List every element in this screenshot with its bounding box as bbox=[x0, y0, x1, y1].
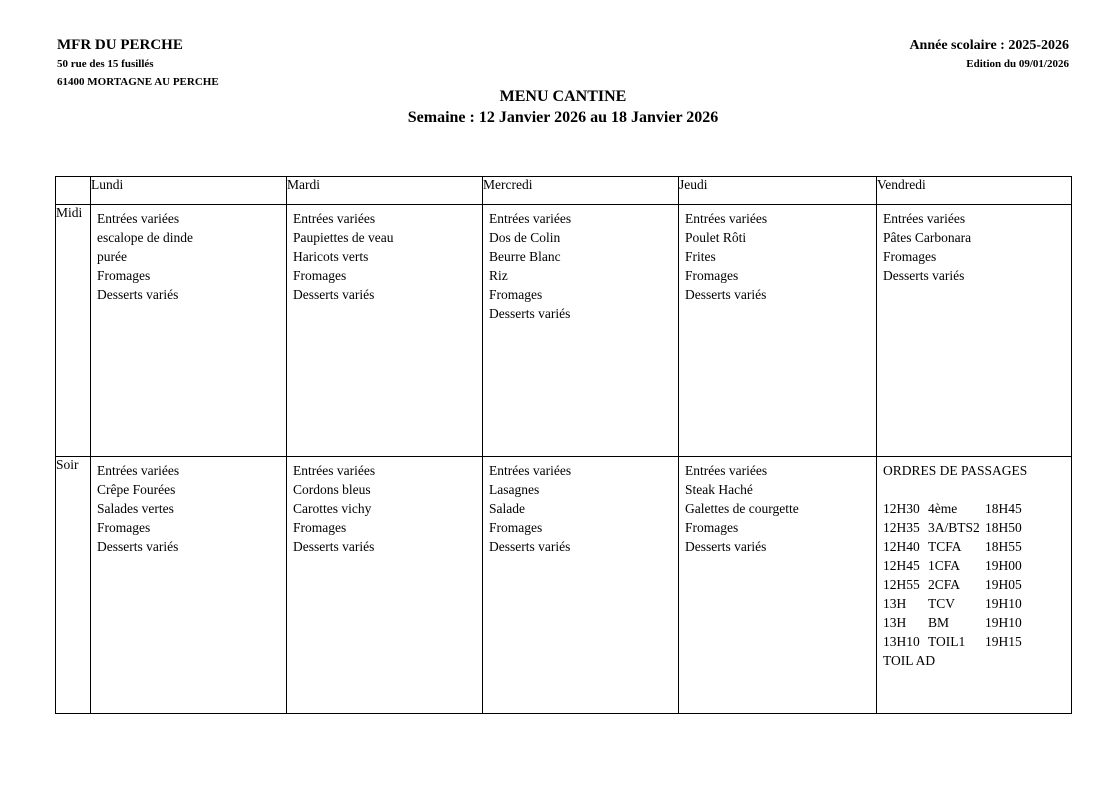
menu-item-line: Entrées variées bbox=[97, 463, 180, 478]
menu-item-line: Entrées variées bbox=[489, 463, 572, 478]
menu-table bbox=[55, 176, 1072, 714]
menu-item-line: Dos de Colin bbox=[489, 230, 561, 245]
corner-cell bbox=[56, 177, 91, 205]
menu-item-line: Entrées variées bbox=[883, 211, 966, 226]
menu-item-line: Desserts variés bbox=[685, 287, 767, 302]
schedule-row bbox=[883, 632, 1067, 651]
schedule-cell: 18H55 bbox=[985, 539, 1022, 554]
menu-item-line: Desserts variés bbox=[97, 539, 179, 554]
schedule-cell: 19H00 bbox=[985, 558, 1022, 573]
menu-item-line: Steak Haché bbox=[685, 482, 753, 497]
day-header-jeudi: Jeudi bbox=[679, 177, 877, 205]
menu-item-line: Fromages bbox=[489, 287, 543, 302]
menu-item-line: Desserts variés bbox=[293, 287, 375, 302]
menu-item-line: Fromages bbox=[489, 520, 543, 535]
schedule-row bbox=[883, 575, 1067, 594]
schedule-cell: 3A/BTS2 bbox=[928, 520, 980, 535]
menu-item-line: Haricots verts bbox=[293, 249, 369, 264]
menu-item-line: Fromages bbox=[97, 520, 151, 535]
menu-cell-soir-vendredi-passages bbox=[877, 457, 1072, 714]
menu-cell-midi-mardi bbox=[287, 205, 483, 457]
schedule-row bbox=[883, 594, 1067, 613]
schedule-cell: 19H10 bbox=[985, 596, 1022, 611]
schedule-cell: 12H45 bbox=[883, 558, 920, 573]
menu-cell-midi-mercredi bbox=[483, 205, 679, 457]
menu-item-line: Fromages bbox=[293, 268, 347, 283]
menu-item-line: Galettes de courgette bbox=[685, 501, 799, 516]
menu-item-line: Desserts variés bbox=[489, 306, 571, 321]
menu-item-line: Desserts variés bbox=[293, 539, 375, 554]
row-label-soir: Soir bbox=[56, 457, 91, 714]
menu-cell-midi-lundi bbox=[91, 205, 287, 457]
schedule-cell: 19H05 bbox=[985, 577, 1022, 592]
menu-item-line: Paupiettes de veau bbox=[293, 230, 394, 245]
schedule-row bbox=[883, 537, 1067, 556]
menu-item-line: Riz bbox=[489, 268, 508, 283]
schedule-cell: 19H15 bbox=[985, 634, 1022, 649]
menu-item-line: Entrées variées bbox=[293, 211, 376, 226]
menu-cell-soir-lundi bbox=[91, 457, 287, 714]
schedule-row bbox=[883, 613, 1067, 632]
schedule-cell: 12H40 bbox=[883, 539, 920, 554]
menu-item-line: Carottes vichy bbox=[293, 501, 372, 516]
table-row-midi bbox=[56, 205, 1072, 457]
menu-item-line: Entrées variées bbox=[489, 211, 572, 226]
schedule-cell: 12H35 bbox=[883, 520, 920, 535]
table-header-row bbox=[56, 177, 1072, 205]
schedule-cell: 13H bbox=[883, 596, 907, 611]
schedule-cell: TCFA bbox=[928, 539, 962, 554]
schedule-cell: 18H50 bbox=[985, 520, 1022, 535]
menu-item-line: purée bbox=[97, 249, 127, 264]
menu-item-line: Entrées variées bbox=[293, 463, 376, 478]
schedule-row bbox=[883, 499, 1067, 518]
menu-item-line: Fromages bbox=[883, 249, 937, 264]
schedule-cell: TOIL1 bbox=[928, 634, 966, 649]
schedule-row bbox=[883, 556, 1067, 575]
organisation-block bbox=[57, 35, 219, 91]
schedule-cell: 4ème bbox=[928, 501, 958, 516]
menu-item-line: Entrées variées bbox=[685, 211, 768, 226]
schedule-cell: 12H55 bbox=[883, 577, 920, 592]
menu-item-line: Entrées variées bbox=[685, 463, 768, 478]
menu-item-line: Desserts variés bbox=[685, 539, 767, 554]
organisation-address-line1: 50 rue des 15 fusillés bbox=[57, 58, 154, 70]
menu-item-line: Crêpe Fourées bbox=[97, 482, 176, 497]
day-header-mercredi: Mercredi bbox=[483, 177, 679, 205]
row-label-midi: Midi bbox=[56, 205, 91, 457]
menu-item-line: Fromages bbox=[97, 268, 151, 283]
menu-item-line: Desserts variés bbox=[883, 268, 965, 283]
schedule-cell: 13H bbox=[883, 615, 907, 630]
organisation-name: MFR DU PERCHE bbox=[57, 37, 183, 53]
passage-schedule-rows bbox=[883, 499, 1067, 651]
menu-item-line: Salades vertes bbox=[97, 501, 174, 516]
menu-item-line: Fromages bbox=[685, 520, 739, 535]
menu-cell-midi-jeudi bbox=[679, 205, 877, 457]
edition-date-label: Edition du 09/01/2026 bbox=[966, 58, 1069, 70]
menu-item-line: Salade bbox=[489, 501, 525, 516]
schedule-cell: 19H10 bbox=[985, 615, 1022, 630]
menu-cell-soir-mercredi bbox=[483, 457, 679, 714]
school-year-label: Année scolaire : 2025-2026 bbox=[909, 38, 1069, 53]
schedule-cell: BM bbox=[928, 615, 950, 630]
menu-item-line: Frites bbox=[685, 249, 716, 264]
page-title: MENU CANTINE bbox=[499, 88, 627, 105]
page-subtitle: Semaine : 12 Janvier 2026 au 18 Janvier 2026 bbox=[407, 109, 719, 126]
title-block bbox=[55, 87, 1071, 128]
menu-item-line: Fromages bbox=[685, 268, 739, 283]
schedule-row bbox=[883, 518, 1067, 537]
menu-item-line: Pâtes Carbonara bbox=[883, 230, 972, 245]
table-row-soir bbox=[56, 457, 1072, 714]
schedule-cell: 18H45 bbox=[985, 501, 1022, 516]
day-header-lundi: Lundi bbox=[91, 177, 287, 205]
organisation-address-line2: 61400 MORTAGNE AU PERCHE bbox=[57, 76, 219, 88]
menu-item-line: escalope de dinde bbox=[97, 230, 193, 245]
menu-item-line: Lasagnes bbox=[489, 482, 540, 497]
passage-schedule-title: ORDRES DE PASSAGES bbox=[883, 463, 1028, 478]
document-meta-block bbox=[909, 36, 1069, 72]
day-header-vendredi: Vendredi bbox=[877, 177, 1072, 205]
menu-item-line: Desserts variés bbox=[97, 287, 179, 302]
menu-cell-midi-vendredi bbox=[877, 205, 1072, 457]
schedule-cell: 12H30 bbox=[883, 501, 920, 516]
menu-item-line: Entrées variées bbox=[97, 211, 180, 226]
menu-item-line: Fromages bbox=[293, 520, 347, 535]
schedule-cell: 2CFA bbox=[928, 577, 961, 592]
menu-item-line: Poulet Rôti bbox=[685, 230, 747, 245]
menu-cell-soir-jeudi bbox=[679, 457, 877, 714]
menu-cell-soir-mardi bbox=[287, 457, 483, 714]
menu-item-line: Desserts variés bbox=[489, 539, 571, 554]
menu-item-line: Cordons bleus bbox=[293, 482, 371, 497]
schedule-cell: 1CFA bbox=[928, 558, 961, 573]
day-header-mardi: Mardi bbox=[287, 177, 483, 205]
passage-schedule-footer: TOIL AD bbox=[883, 653, 936, 668]
menu-item-line: Beurre Blanc bbox=[489, 249, 561, 264]
schedule-cell: 13H10 bbox=[883, 634, 920, 649]
schedule-cell: TCV bbox=[928, 596, 955, 611]
spacer bbox=[883, 480, 1067, 499]
